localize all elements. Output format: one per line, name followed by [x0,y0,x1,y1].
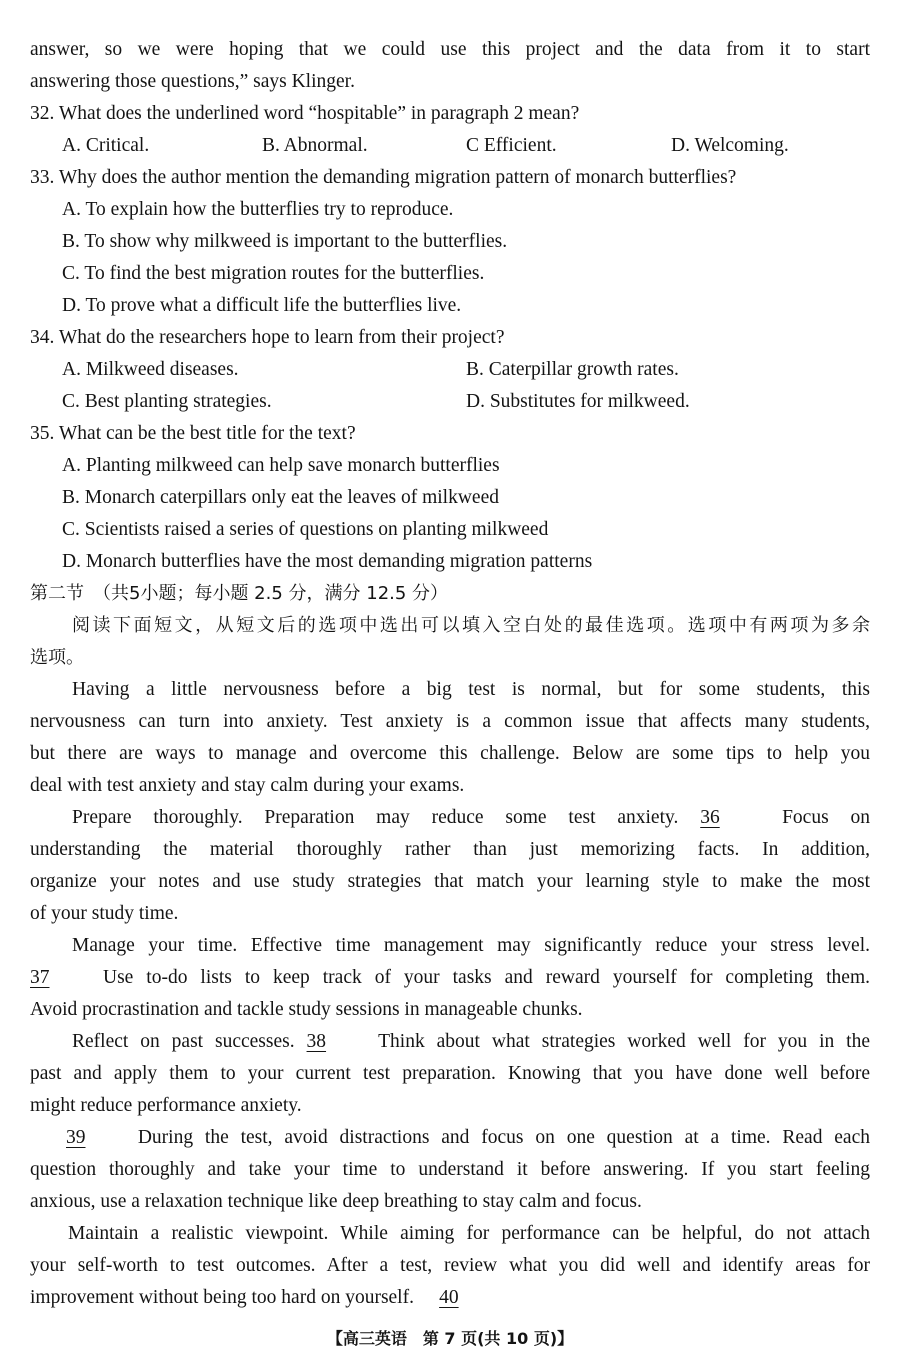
section-2-instruction-line-2: 选项。 [30,647,84,668]
paragraph-4-line-3: might reduce performance anxiety. [30,1095,302,1116]
blank-38: 38 [306,1031,327,1052]
paragraph-6-line-1: Maintain a realistic viewpoint. While aiming for performance can be helpful, do not attach [68,1223,870,1244]
question-35-stem: 35. What can be the best title for the text? [30,423,356,444]
paragraph-3-line-3: Avoid procrastination and tackle study sessions in manageable chunks. [30,999,583,1020]
option-34-d: D. Substitutes for milkweed. [466,391,690,412]
paragraph-5-line-2: question thoroughly and take your time to understand it before answering. If you start feeling [30,1159,870,1180]
option-33-a: A. To explain how the butterflies try to reproduce. [62,199,454,220]
paragraph-4-text-b: Think about what strategies worked well for you in the [378,1031,871,1052]
option-32-c: C Efficient. [466,135,557,156]
paragraph-1-line-3: but there are ways to manage and overcome this challenge. Below are some tips to help you [30,743,870,764]
paragraph-2-line-3: organize your notes and use study strategies that match your learning style to make the most [30,871,870,892]
option-33-c: C. To find the best migration routes for the butterflies. [62,263,485,284]
paragraph-2-line-2: understanding the material thoroughly rather than just memorizing facts. In addition, [30,839,870,860]
question-34-options-row-2 [62,389,870,415]
option-33-d: D. To prove what a difficult life the butterflies live. [62,295,462,316]
paragraph-6-line-3 [30,1285,870,1311]
page-footer: 【高三英语 第 7 页(共 10 页)】 [326,1329,574,1348]
paragraph-5-line-1 [66,1125,870,1151]
section-2-heading: 第二节 （共5小题；每小题 2.5 分，满分 12.5 分） [30,583,449,604]
option-32-a: A. Critical. [62,135,150,156]
question-32-options [62,133,870,159]
section-2-instruction-line-1: 阅读下面短文，从短文后的选项中选出可以填入空白处的最佳选项。选项中有两项为多余 [72,615,870,636]
option-33-b: B. To show why milkweed is important to the butterflies. [62,231,508,252]
option-34-b: B. Caterpillar growth rates. [466,359,679,380]
paragraph-1-line-4: deal with test anxiety and stay calm during your exams. [30,775,465,796]
paragraph-4-text-a: Reflect on past successes. [72,1031,295,1052]
paragraph-1-line-1: Having a little nervousness before a big test is normal, but for some students, this [72,679,870,700]
option-35-d: D. Monarch butterflies have the most demanding migration patterns [62,551,593,572]
paragraph-4-line-1 [72,1029,870,1055]
question-34-stem: 34. What do the researchers hope to learn from their project? [30,327,505,348]
paragraph-2-line-1 [72,805,870,831]
paragraph-5-text: During the test, avoid distractions and focus on one question at a time. Read each [137,1127,870,1148]
paragraph-3-line-2 [30,965,870,991]
paragraph-5-line-3: anxious, use a relaxation technique like deep breathing to stay calm and focus. [30,1191,642,1212]
blank-36: 36 [700,807,720,828]
blank-39: 39 [66,1127,86,1148]
option-32-b: B. Abnormal. [262,135,368,156]
option-32-d: D. Welcoming. [671,135,789,156]
paragraph-1-line-2: nervousness can turn into anxiety. Test anxiety is a common issue that affects many students, [30,711,870,732]
paragraph-3-text: Use to-do lists to keep track of your tasks and reward yourself for completing them. [102,967,871,988]
option-34-a: A. Milkweed diseases. [62,359,239,380]
blank-37: 37 [30,967,50,988]
question-33-stem: 33. Why does the author mention the demanding migration pattern of monarch butterflies? [30,167,737,188]
paragraph-2-text-b: Focus on [782,807,871,828]
paragraph-6-text: improvement without being too hard on yourself. [30,1287,414,1308]
paragraph-2-line-4: of your study time. [30,903,179,924]
option-35-c: C. Scientists raised a series of questions on planting milkweed [62,519,549,540]
option-34-c: C. Best planting strategies. [62,391,272,412]
intro-line-1: answer, so we were hoping that we could use this project and the data from it to start [30,39,870,60]
question-32-stem: 32. What does the underlined word “hospitable” in paragraph 2 mean? [30,103,580,124]
paragraph-6-line-2: your self-worth to test outcomes. After a test, review what you did well and identify areas for [30,1255,870,1276]
option-35-b: B. Monarch caterpillars only eat the leaves of milkweed [62,487,499,508]
paragraph-2-text-a: Prepare thoroughly. Preparation may reduce some test anxiety. [72,807,679,828]
paragraph-3-line-1: Manage your time. Effective time management may significantly reduce your stress level. [72,935,870,956]
paragraph-4-line-2: past and apply them to your current test preparation. Knowing that you have done well before [30,1063,870,1084]
blank-40: 40 [439,1287,459,1308]
intro-line-2: answering those questions,” says Klinger. [30,71,355,92]
question-34-options-row-1 [62,357,870,383]
option-35-a: A. Planting milkweed can help save monarch butterflies [62,455,500,476]
